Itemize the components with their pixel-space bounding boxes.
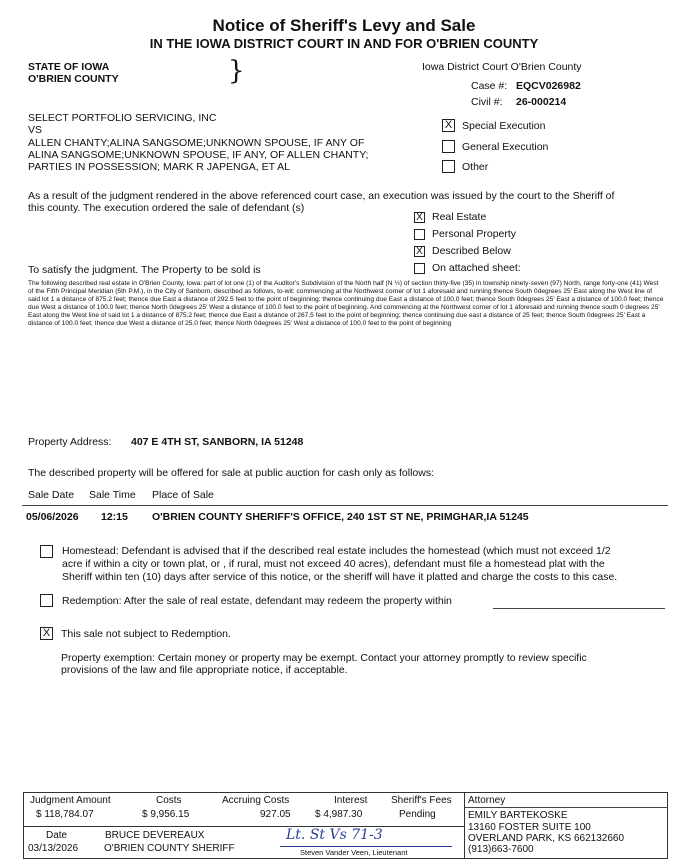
plaintiff: SELECT PORTFOLIO SERVICING, INC bbox=[28, 112, 217, 124]
sheriff-office: O'BRIEN COUNTY SHERIFF bbox=[104, 843, 235, 854]
notice-title: Notice of Sheriff's Levy and Sale bbox=[212, 16, 476, 35]
legal-description: The following described real estate in O'Brien County, Iowa: part of lot one (1) of the Auditor's Subdivision of the North half (N ½) of section thirty-five (35) in township ninety-seven (97) North, range forty-one (41) West of the Fifth Principal Meridian (5th P.M.), in the City of Sanborn, described as follows, to-wit: commencing at the Northwest corner of lot 1 aforesaid and running thence South 0degrees 25' East along the West line of said lot 1 a distance of 875.2 feet; thence due East a distance of 292.5 feet to the point of beginning; thence continuing due East a distance of 100.0 feet; thence South 0degrees 25' East a distance of 100.0 feet; thence due West a distance of 100.0 feet; thence North 0degrees 25' West a distance of 100.0 feet to the point of beginning. And commencing at the Northwest corner of lot 1 aforesaid and running thence south 0 degrees 25' East along the West line of said lot 1 a distance of 875.2 feet; thence due East a distance of 267.5 feet to the point of beginning; thence continuing due east a distance of 25 feet; thence South 0degrees 25' East a distance of 100.0 feet; thence due West a distance of 25.0 feet; thence North 0degrees 25' West a distance of 100.0 feet to the point of beginning bbox=[28, 280, 664, 327]
case-label: Case #: bbox=[471, 80, 508, 92]
accruing-costs-label: Accruing Costs bbox=[222, 795, 290, 806]
judgment-summary-table bbox=[23, 792, 668, 859]
exemption-text-2: provisions of the law and file appropriate notice, if acceptable. bbox=[61, 664, 348, 676]
interest-label: Interest bbox=[334, 795, 368, 806]
judgment-text-1: As a result of the judgment rendered in the above referenced court case, an execution was issued by the court to the Sheriff of bbox=[28, 190, 615, 202]
attached-sheet-label: On attached sheet: bbox=[432, 262, 521, 274]
attorney-name: EMILY BARTEKOSKE bbox=[468, 810, 568, 821]
attorney-phone: (913)663-7600 bbox=[468, 844, 534, 855]
redemption-period-line[interactable] bbox=[493, 608, 665, 609]
sale-date: 05/06/2026 bbox=[26, 511, 79, 523]
costs-label: Costs bbox=[156, 795, 182, 806]
court-subtitle: IN THE IOWA DISTRICT COURT IN AND FOR O'BRIEN COUNTY bbox=[149, 36, 539, 51]
homestead-text-2: acre if within a city or town plat, or , if rural, must not exceed 40 acres), defendant must file a homestead plat with the bbox=[62, 558, 605, 570]
general-execution-label: General Execution bbox=[462, 141, 549, 153]
sale-time: 12:15 bbox=[101, 511, 128, 523]
sheriffs-fees-value: Pending bbox=[399, 809, 436, 820]
attached-sheet-checkbox[interactable] bbox=[414, 263, 425, 274]
state-label: STATE OF IOWA bbox=[28, 61, 110, 73]
defendant-line-3: PARTIES IN POSSESSION; MARK R JAPENGA, ET AL bbox=[28, 161, 290, 173]
versus: VS bbox=[28, 124, 43, 136]
personal-property-label: Personal Property bbox=[432, 228, 517, 240]
signer-name: Steven Vander Veen, Lieutenant bbox=[300, 848, 408, 857]
interest-value: $ 4,987.30 bbox=[315, 809, 363, 820]
sheriff-name: BRUCE DEVEREAUX bbox=[105, 830, 205, 841]
signature-line bbox=[280, 846, 452, 847]
exemption-text-1: Property exemption: Certain money or property may be exempt. Contact your attorney promptly to review specific bbox=[61, 652, 587, 664]
personal-property-checkbox[interactable] bbox=[414, 229, 425, 240]
defendant-line-2: ALINA SANGSOME;UNKNOWN SPOUSE, IF ANY, OF ALLEN CHANTY; bbox=[28, 149, 369, 161]
sale-divider bbox=[22, 505, 668, 506]
property-address-value: 407 E 4TH ST, SANBORN, IA 51248 bbox=[131, 436, 304, 448]
attorney-address-2: OVERLAND PARK, KS 662132660 bbox=[468, 833, 625, 844]
attorney-divider bbox=[465, 807, 668, 808]
sale-time-header: Sale Time bbox=[89, 489, 136, 501]
no-redemption-text: This sale not subject to Redemption. bbox=[61, 628, 231, 640]
described-below-checkbox[interactable]: X bbox=[414, 246, 425, 257]
general-execution-checkbox[interactable] bbox=[442, 140, 455, 153]
other-execution-label: Other bbox=[462, 161, 489, 173]
signature: Lt. St Vs 71-3 bbox=[286, 827, 383, 843]
date-value: 03/13/2026 bbox=[28, 843, 79, 854]
described-below-label: Described Below bbox=[432, 245, 511, 257]
special-execution-checkbox[interactable]: X bbox=[442, 119, 455, 132]
attorney-address-1: 13160 FOSTER SUITE 100 bbox=[468, 822, 591, 833]
sale-place: O'BRIEN COUNTY SHERIFF'S OFFICE, 240 1ST ST NE, PRIMGHAR,IA 51245 bbox=[152, 511, 529, 523]
sheriffs-fees-label: Sheriff's Fees bbox=[391, 795, 452, 806]
case-number: EQCV026982 bbox=[516, 80, 581, 92]
judgment-amount-value: $ 118,784.07 bbox=[36, 809, 94, 820]
caption-brace: } bbox=[228, 56, 245, 86]
homestead-text-3: Sheriff within ten (10) days after service of this notice, or the sheriff will have it platted and charge the costs to this case. bbox=[62, 571, 618, 583]
homestead-text-1: Homestead: Defendant is advised that if the described real estate includes the homestead (which must not exceed 1/2 bbox=[62, 545, 611, 557]
sale-date-header: Sale Date bbox=[28, 489, 75, 501]
other-execution-checkbox[interactable] bbox=[442, 160, 455, 173]
sheriff-cell bbox=[24, 827, 465, 859]
property-address-label: Property Address: bbox=[28, 436, 112, 448]
costs-value: $ 9,956.15 bbox=[142, 809, 190, 820]
homestead-checkbox[interactable] bbox=[40, 545, 53, 558]
accruing-costs-value: 927.05 bbox=[260, 809, 291, 820]
civil-label: Civil #: bbox=[471, 96, 503, 108]
defendant-line-1: ALLEN CHANTY;ALINA SANGSOME;UNKNOWN SPOUSE, IF ANY OF bbox=[28, 137, 365, 149]
civil-number: 26-000214 bbox=[516, 96, 567, 108]
real-estate-checkbox[interactable]: X bbox=[414, 212, 425, 223]
special-execution-label: Special Execution bbox=[462, 120, 546, 132]
court-name: Iowa District Court O'Brien County bbox=[422, 61, 582, 73]
auction-text: The described property will be offered for sale at public auction for cash only as follows: bbox=[28, 467, 435, 479]
redemption-text: Redemption: After the sale of real estate, defendant may redeem the property within bbox=[62, 595, 452, 607]
judgment-text-2: this county. The execution ordered the sale of defendant (s) bbox=[28, 202, 305, 214]
real-estate-label: Real Estate bbox=[432, 211, 487, 223]
county-label: O'BRIEN COUNTY bbox=[28, 73, 119, 85]
amounts-cell bbox=[24, 793, 465, 827]
attorney-cell bbox=[465, 793, 668, 859]
judgment-amount-label: Judgment Amount bbox=[30, 795, 111, 806]
date-label: Date bbox=[46, 830, 68, 841]
satisfy-judgment-text: To satisfy the judgment. The Property to be sold is bbox=[28, 264, 261, 276]
redemption-checkbox[interactable] bbox=[40, 594, 53, 607]
sale-place-header: Place of Sale bbox=[152, 489, 214, 501]
attorney-label: Attorney bbox=[468, 795, 506, 806]
no-redemption-checkbox[interactable]: X bbox=[40, 627, 53, 640]
